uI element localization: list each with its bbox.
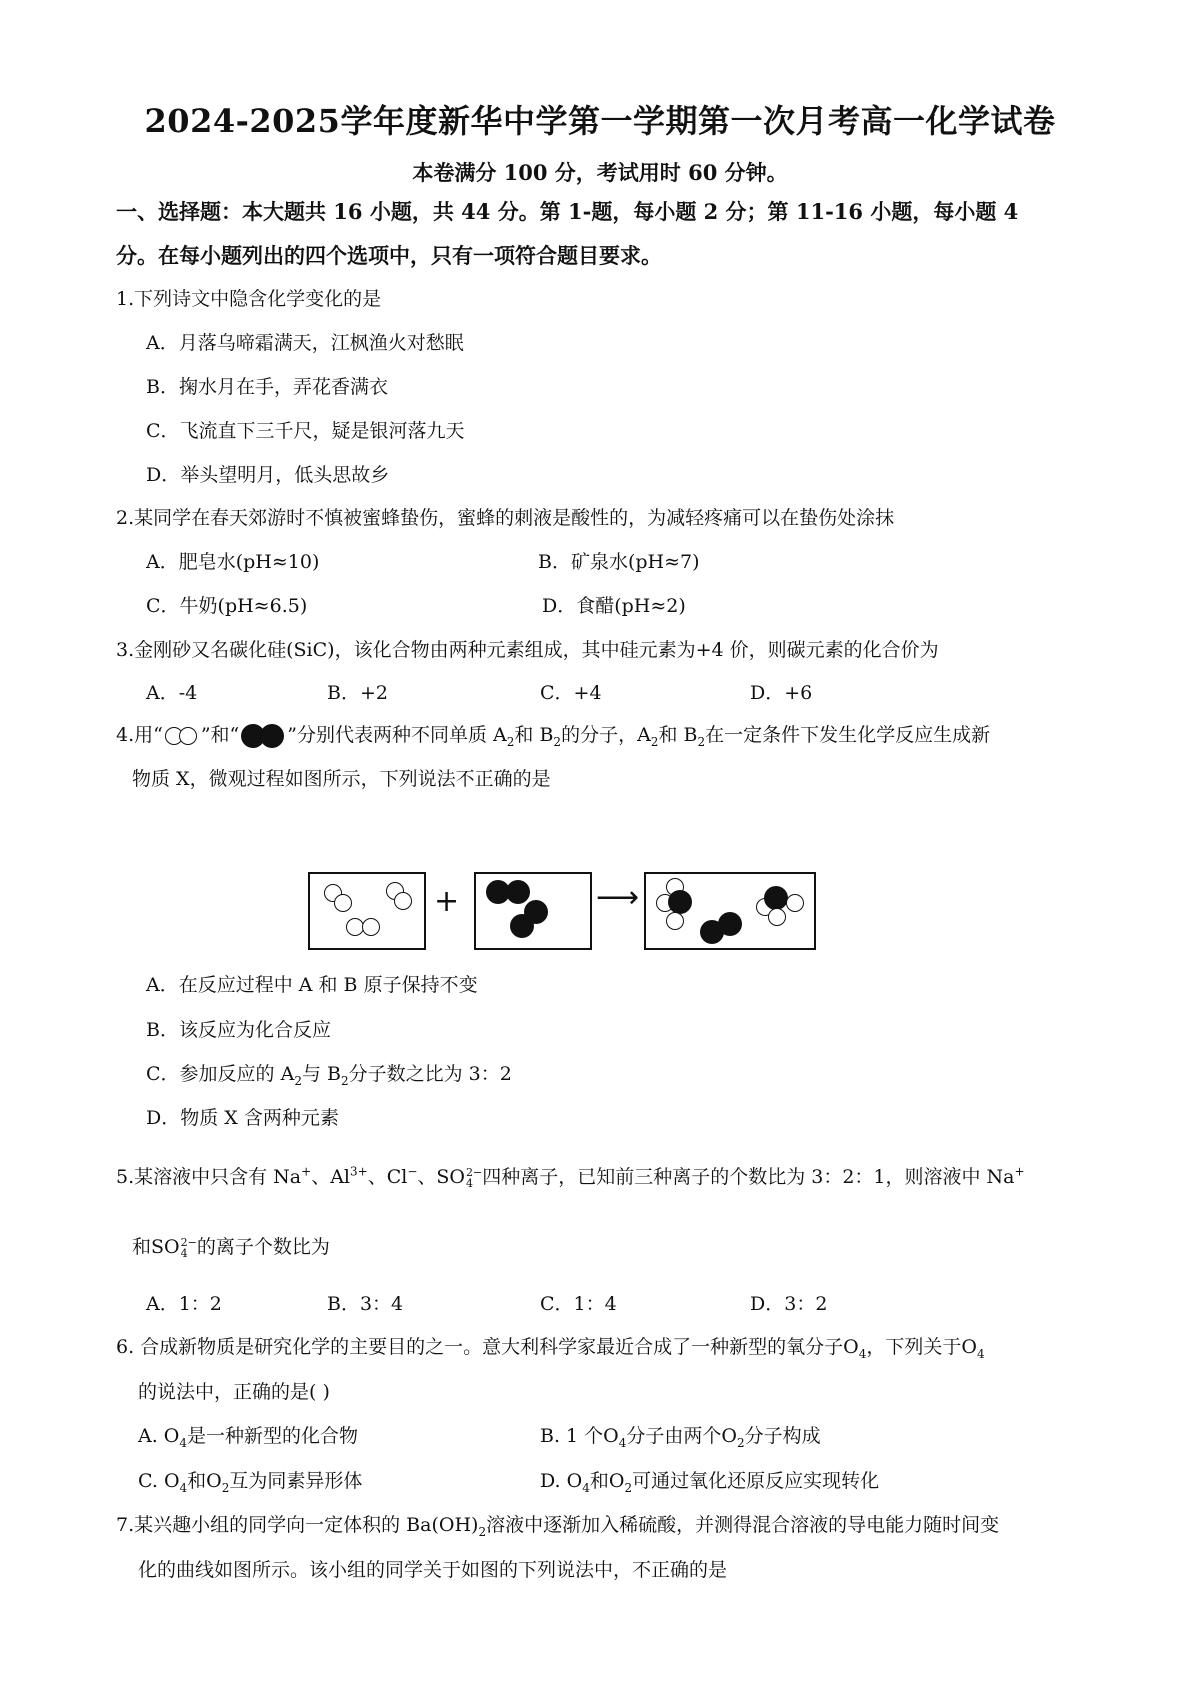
subscript: 4 [858, 1346, 867, 1361]
q4-option-b: B．该反应为化合反应 [146, 1019, 331, 1041]
q6-stem-text: ，下列关于O [866, 1336, 977, 1358]
option-text: 可通过氧化还原反应实现转化 [632, 1470, 880, 1492]
q1-option-c: C．飞流直下三千尺，疑是银河落九天 [146, 420, 465, 442]
q5-option-c: C．1：4 [540, 1293, 617, 1315]
option-text: 和O [187, 1470, 222, 1492]
charge: 2− [180, 1236, 197, 1249]
option-text: 分子由两个O [626, 1425, 737, 1447]
q3-option-c: C．+4 [540, 682, 602, 704]
subscript: 2 [506, 734, 515, 749]
plus-sign: + [434, 884, 460, 919]
subscript: 2 [697, 734, 706, 749]
q1-option-d: D．举头望明月，低头思故乡 [146, 464, 390, 486]
subscript: 4 [465, 1177, 473, 1190]
subscript: 4 [179, 1480, 188, 1495]
q7-stem-line1 [116, 1510, 999, 1539]
subscript: 4 [180, 1247, 188, 1260]
charge: 2− [465, 1166, 483, 1179]
q1-option-b: B．掬水月在手，弄花香满衣 [146, 376, 388, 398]
q5-stem-text: 、SO [417, 1166, 465, 1188]
q5-stem-text: 、Cl [367, 1166, 408, 1188]
option-text: D. O [540, 1470, 583, 1492]
superscript: + [1014, 1164, 1025, 1179]
q5-stem-line2 [132, 1232, 330, 1259]
subscript: 4 [179, 1435, 188, 1450]
subscript: 4 [976, 1346, 985, 1361]
subscript: 2 [553, 734, 562, 749]
section-heading-line1: 一、选择题：本大题共 16 小题，共 44 分。第 1-题，每小题 2 分；第 11-16 小题，每小题 4 [116, 199, 1019, 224]
q3-option-b: B．+2 [327, 682, 388, 704]
white-molecule-icon [163, 725, 201, 747]
subscript: 4 [618, 1435, 627, 1450]
option-text: B. 1 个O [540, 1425, 619, 1447]
option-text: 互为同素异形体 [229, 1470, 363, 1492]
q2-option-b: B．矿泉水(pH≈7) [538, 551, 700, 573]
q2-option-a: A．肥皂水(pH≈10) [146, 551, 320, 573]
q4-stem-text: 和 B [514, 724, 554, 746]
q1-option-a: A．月落乌啼霜满天，江枫渔火对愁眠 [146, 332, 464, 354]
a2-molecules-box [308, 872, 426, 950]
q4-option-d: D．物质 X 含两种元素 [146, 1107, 339, 1129]
q6-option-a [138, 1421, 358, 1450]
q6-option-b [540, 1421, 821, 1450]
q4-stem-text: 和 B [658, 724, 698, 746]
q2-option-c: C．牛奶(pH≈6.5) [146, 595, 308, 617]
q4-stem-text: 的分子，A [561, 724, 651, 746]
sulfate-charge [466, 1167, 482, 1189]
q3-stem: 3.金刚砂又名碳化硅(SiC)，该化合物由两种元素组成，其中硅元素为+4 价，则碳元素的化合价为 [116, 639, 939, 661]
q4-stem-text: 4.用“ [116, 724, 163, 746]
option-text: 分子构成 [744, 1425, 821, 1447]
subscript: 2 [478, 1524, 487, 1539]
option-text: C. O [138, 1470, 180, 1492]
q3-option-a: A．-4 [146, 682, 198, 704]
q4-option-c [146, 1059, 512, 1088]
q3-option-d: D．+6 [750, 682, 813, 704]
q5-stem-text: 和SO [132, 1236, 180, 1258]
q5-option-b: B．3：4 [327, 1293, 404, 1315]
exam-title: 2024-2025学年度新华中学第一学期第一次月考高一化学试卷 [144, 102, 1056, 140]
b2-molecules-box [474, 872, 592, 950]
option-text: A. O [138, 1425, 180, 1447]
q6-stem-line1 [116, 1332, 985, 1361]
option-text: 分子数之比为 3：2 [348, 1063, 512, 1085]
q4-option-a: A．在反应过程中 A 和 B 原子保持不变 [146, 974, 478, 996]
option-text: C．参加反应的 A [146, 1063, 295, 1085]
q7-stem-line2: 化的曲线如图所示。该小组的同学关于如图的下列说法中，不正确的是 [138, 1559, 728, 1581]
q1-stem: 1.下列诗文中隐含化学变化的是 [116, 288, 382, 310]
subscript: 2 [624, 1480, 633, 1495]
q4-stem-line2: 物质 X，微观过程如图所示，下列说法不正确的是 [132, 768, 551, 790]
sulfate-charge [181, 1237, 197, 1259]
q5-stem-text: 5.某溶液中只含有 Na [116, 1166, 302, 1188]
q6-option-d [540, 1466, 879, 1495]
superscript: 3+ [350, 1164, 368, 1179]
q7-stem-text: 溶液中逐渐加入稀硫酸，并测得混合溶液的导电能力随时间变 [486, 1514, 1000, 1536]
q6-stem-line2: 的说法中，正确的是( ) [138, 1381, 330, 1403]
q4-stem-text: ”和“ [200, 724, 240, 746]
q5-stem-text: 、Al [311, 1166, 350, 1188]
q4-stem-text: ”分别代表两种不同单质 A [287, 724, 507, 746]
subscript: 2 [221, 1480, 230, 1495]
subscript: 2 [736, 1435, 745, 1450]
exam-subtitle: 本卷满分 100 分，考试用时 60 分钟。 [412, 160, 788, 185]
section-heading-line2: 分。在每小题列出的四个选项中，只有一项符合题目要求。 [116, 243, 662, 268]
q4-stem-line1 [116, 720, 990, 749]
superscript: + [301, 1164, 312, 1179]
q6-stem-text: 6. 合成新物质是研究化学的主要目的之一。意大利科学家最近合成了一种新型的氧分子O [116, 1336, 859, 1358]
subscript: 2 [294, 1073, 302, 1088]
option-text: 和O [589, 1470, 625, 1492]
option-text: 是一种新型的化合物 [187, 1425, 359, 1447]
subscript: 4 [582, 1480, 590, 1495]
q2-stem: 2.某同学在春天郊游时不慎被蜜蜂蛰伤，蜜蜂的刺液是酸性的，为减轻疼痛可以在蛰伤处涂抹 [116, 507, 895, 529]
q5-option-d: D．3：2 [750, 1293, 828, 1315]
q7-stem-text: 7.某兴趣小组的同学向一定体积的 Ba(OH) [116, 1514, 479, 1536]
q5-option-a: A．1：2 [146, 1293, 222, 1315]
superscript: − [407, 1164, 418, 1179]
q5-stem-line1 [116, 1162, 1025, 1189]
arrow-icon: ⟶ [596, 880, 640, 915]
q4-stem-text: 在一定条件下发生化学反应生成新 [705, 724, 991, 746]
q5-stem-text: 的离子个数比为 [196, 1236, 330, 1258]
q6-option-c [138, 1466, 362, 1495]
option-text: 与 B [301, 1063, 341, 1085]
q2-option-d: D．食醋(pH≈2) [542, 595, 686, 617]
black-molecule-icon [239, 725, 287, 747]
products-box [644, 872, 816, 950]
q5-stem-text: 四种离子，已知前三种离子的个数比为 3：2：1，则溶液中 Na [482, 1166, 1015, 1188]
subscript: 2 [650, 734, 659, 749]
subscript: 2 [340, 1073, 349, 1088]
